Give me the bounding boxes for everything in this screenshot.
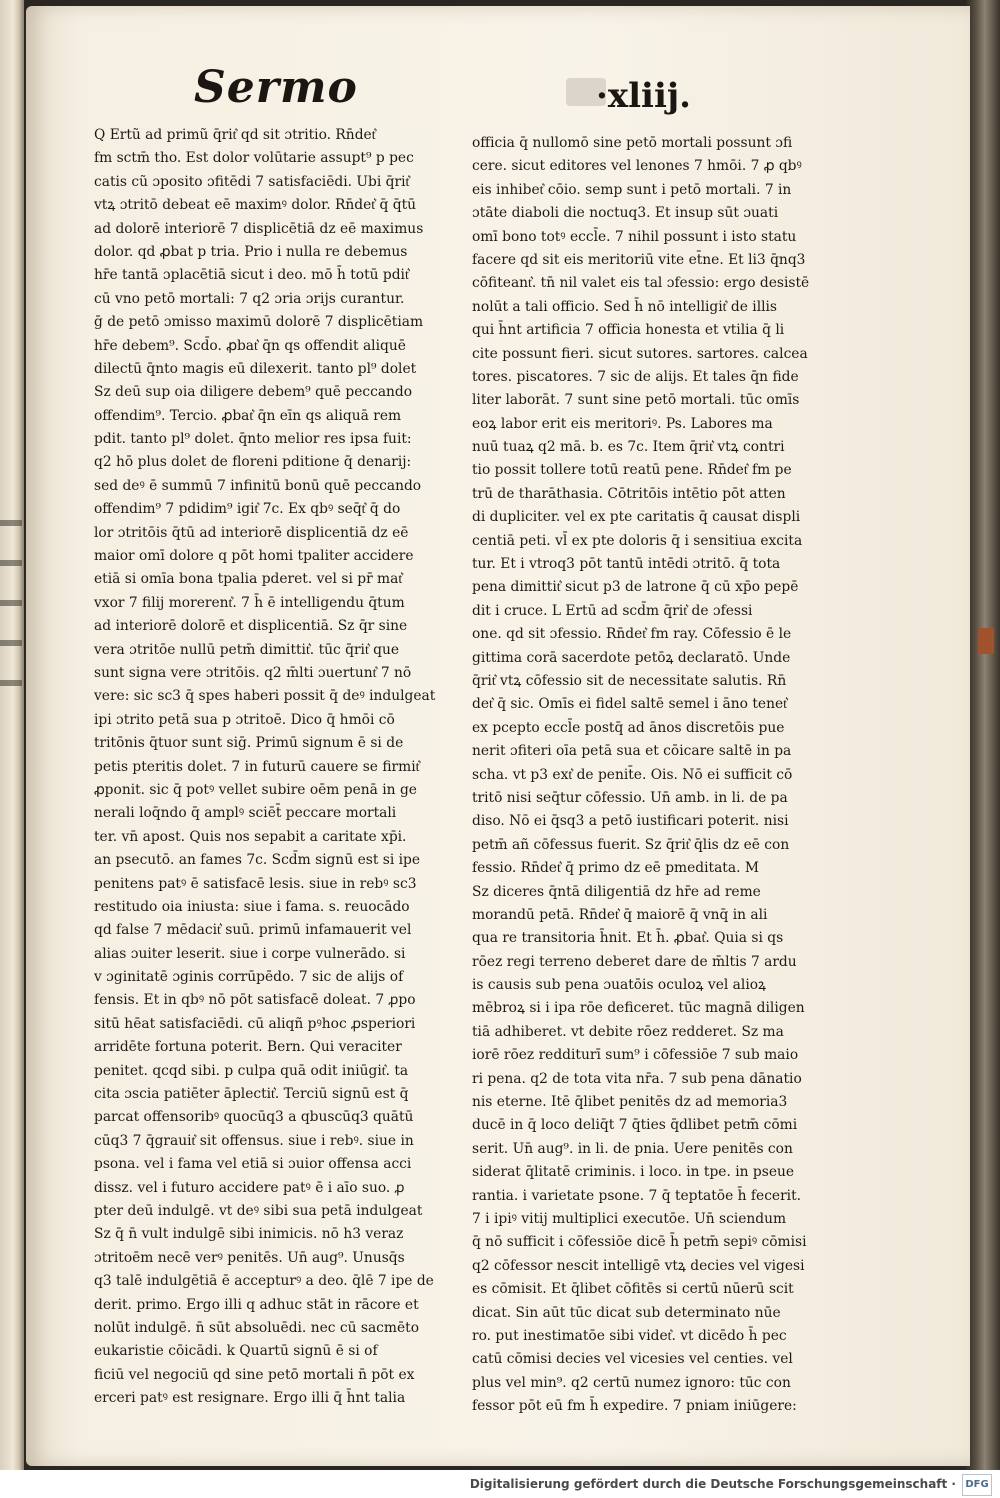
digitization-footer <box>0 1470 1000 1498</box>
text-line: dit i cruce. L Ertū ad scd̄m q̄rit͛ de ɔfessi <box>472 602 753 619</box>
text-line: ḡ de petō ɔmisso maximū dolorē 7 displicētiam <box>94 314 424 331</box>
text-line: ex pcepto eccl̄e postq̄ ad ānos discretōis pue <box>472 719 785 736</box>
text-line: ducē in q̄ loco deliq̄t 7 q̄ties q̄dlibet petm̄ cōmi <box>472 1117 798 1134</box>
text-line: rōez regi terreno deberet dare de m̄ltis 7 ardu <box>472 953 797 970</box>
text-line: ad dolorē interiorē 7 displicētiā dz eē maximus <box>94 220 424 237</box>
text-line: nolūt indulgē. n̄ sūt absoluēdi. nec cū sacmēto <box>94 1319 420 1336</box>
text-line: arridēte fortuna poterit. Bern. Qui veraciter <box>94 1039 402 1056</box>
text-line: eoꝝ labor erit eis meritoriꝰ. Ps. Labores ma <box>472 415 773 432</box>
facing-page-text-trace <box>0 560 22 566</box>
text-line: penitet. qcqd sibi. p culpa quā odit iniūgit͛. ta <box>94 1062 409 1079</box>
text-line: dicat. Sin aūt tūc dicat sub determinato nūe <box>472 1304 781 1321</box>
text-line: tores. piscatores. 7 sic de alijs. Et tales q̄n fide <box>472 368 799 385</box>
text-line: mēbroꝝ si i ipa rōe deficeret. tūc magnā diligen <box>472 1000 805 1017</box>
facing-page-text-trace <box>0 640 22 646</box>
text-column-right <box>472 132 810 1415</box>
text-line: catū cōmisi decies vel vicesies vel centies. vel <box>472 1351 793 1368</box>
text-line: fensis. Et in qbꝰ nō pōt satisfacē doleat. 7 ꝓpo <box>94 992 416 1009</box>
text-line: es cōmisit. Et q̄libet cōfitēs si certū nūerū scit <box>472 1281 794 1298</box>
text-line: q̄rit͛ vtꝝ cōfessio sit de necessitate salutis. Rn̄ <box>472 672 787 689</box>
text-line: tritō nisi seq̄tur cōfessio. Un̄ amb. in li. de pa <box>472 789 788 806</box>
text-line: sitū hēat satisfaciēdi. cū aliqñ pꝰhoc ꝓsperiori <box>94 1015 416 1032</box>
text-line: ɔtritoēm necē verꝰ penitēs. Un̄ aug⁹. Unusq̄s <box>94 1249 405 1266</box>
text-line: derit. primo. Ergo illi q adhuc stāt in rācore et <box>94 1296 419 1313</box>
facing-page-text-trace <box>0 520 22 526</box>
book-fore-edge <box>966 0 1000 1470</box>
text-line: offendim⁹. Tercio. ꝓbat͛ q̄n eīn qs aliquā rem <box>94 407 402 424</box>
text-line: q2 cōfessor nescit intelligē vtꝝ decies vel vigesi <box>472 1257 805 1274</box>
text-line: officia q̄ nullomō sine petō mortali possunt ɔfi <box>472 135 793 151</box>
text-line: cū vno petō mortali: 7 q2 ɔria ɔrijs curantur. <box>94 290 405 307</box>
text-line: Q Ertũ ad primũ q̄rit͛ qd sit ɔtritio. Rn̄det͛ <box>94 127 376 143</box>
text-line: pena dimittit͛ sicut p3 de latrone q̄ cū xp̄o pepē <box>472 579 799 596</box>
text-line: centiā peti. vl̄ ex pte doloris q̄ i sensitiua excita <box>472 532 803 549</box>
text-line: Sz deū sup oia diligere debem⁹ quē peccando <box>94 384 413 401</box>
text-line: catis cũ ɔposito ɔfitēdi 7 satisfaciēdi. Ubi q̄rit͛ <box>94 173 410 190</box>
text-column-left <box>94 124 448 1407</box>
text-line: gittima corā sacerdote petōꝝ declaratō. Unde <box>472 649 791 666</box>
text-line: tio possit tollere totū reatū pene. Rn̄det͛ fm pe <box>472 462 792 479</box>
text-line: sed deꝰ ē summū 7 infinitū bonū quē peccando <box>94 477 422 494</box>
text-line: det͛ q̄ sic. Omīs ei fidel saltē semel i āno tenet͛ <box>472 696 787 713</box>
text-line: cita ɔscia patiēter āplectit͛. Terciū signū est q̄ <box>94 1086 409 1103</box>
text-line: dolor. qd ꝓbat p tria. Prio i nulla re debemus <box>94 243 408 260</box>
facing-page-edge <box>0 0 24 1470</box>
text-line: one. qd sit ɔfessio. Rn̄det͛ fm ray. Cōfessio ē le <box>472 626 792 643</box>
text-line: siderat q̄litatē criminis. i loco. in tpe. in pseue <box>472 1164 795 1181</box>
text-line: fm sctm̄ tho. Est dolor volūtarie assupt⁹ p pec <box>94 150 414 167</box>
text-line: q̄ nō sufficit i cōfessiōe dicē h̄ petm̄ sepiꝰ cōmisi <box>472 1234 807 1251</box>
bookmark-ribbon <box>978 628 994 654</box>
text-line: eis inhibet͛ cōio. semp sunt i petō mortali. 7 in <box>472 181 792 198</box>
text-line: tur. Et i vtroq3 pōt tantū intēdi ɔtritō. q̄ tota <box>472 556 781 573</box>
text-line: petm̄ añ cōfessus fuerit. Sz q̄rit͛ q̄lis dz eē con <box>472 836 790 853</box>
text-line: fessor pōt eū fm h̄ expedire. 7 pniam iniūgere: <box>472 1398 797 1415</box>
text-line: fessio. Rn̄det͛ q̄ primo dz eē pmeditata. M <box>472 860 759 877</box>
text-line: qd false 7 mēdacit͛ suū. primū infamauerit vel <box>94 922 412 939</box>
text-line: tritōnis q̄tuor sunt siḡ. Primū signum ē si de <box>94 735 404 752</box>
text-line: maior omī dolore q pōt homi tpaliter accidere <box>94 548 414 565</box>
text-line: sunt signa vere ɔtritōis. q2 m̄lti ɔuertunt͛ 7 nō <box>94 664 412 681</box>
text-line: qui h̄nt artificia 7 officia honesta et vtilia q̄ li <box>472 322 785 339</box>
text-line: an psecutō. an fames 7c. Scd̄m signū est si ipe <box>94 852 421 869</box>
text-line: ficiū vel negociū qd sine petō mortali n̄ pōt ex <box>94 1366 415 1383</box>
text-line: alias ɔuiter leserit. siue i corpe vulnerādo. si <box>94 945 406 962</box>
text-line: restitudo oia iniusta: siue i fama. s. reuocādo <box>94 898 410 915</box>
text-line: cūq3 7 q̄grauit͛ sit offensus. siue i rebꝰ. siue in <box>94 1132 414 1149</box>
text-line: q3 talē indulgētiā ē accepturꝰ a deo. q̄lē 7 ipe de <box>94 1273 434 1290</box>
text-line: ri pena. q2 de tota vita nr̄a. 7 sub pena dānatio <box>472 1070 802 1087</box>
text-line: v ɔginitatē ɔginis corrūpēdo. 7 sic de alijs of <box>94 969 404 986</box>
text-line: nerali loq̄ndo q̄ amplꝰ sciēt̄ peccare mortali <box>94 805 397 822</box>
text-line: tiā adhiberet. vt debite rōez redderet. Sz ma <box>472 1023 784 1040</box>
text-line: ro. put inestimatōe sibi videt͛. vt dicēdo h̄ pec <box>472 1327 787 1344</box>
text-line: pdit. tanto pl⁹ dolet. q̄nto melior res ipsa fuit: <box>94 431 412 448</box>
text-line: Sz q̄ n̄ vult indulgē sibi inimicis. nō h3 veraz <box>94 1226 404 1243</box>
text-line: 7 i ipiꝰ vitij multiplici executōe. Un̄ sciendum <box>472 1210 787 1227</box>
text-line: nis eterne. Itē q̄libet penitēs dz ad memoria3 <box>472 1094 788 1111</box>
text-line: nolūt a tali officio. Sed h̄ nō intelligit͛ de illis <box>472 298 778 315</box>
text-line: vxor 7 filij morerent͛. 7 h̄ ē intelligendu q̄tum <box>94 594 405 611</box>
text-line: Sz diceres q̄ntā diligentiā dz hr̄e ad reme <box>472 883 761 900</box>
running-head-folio: ·xliij. <box>596 76 691 116</box>
text-line: serit. Un̄ aug⁹. in li. de pnia. Uere penitēs con <box>472 1140 793 1157</box>
text-line: vtꝝ ɔtritō debeat eē maximꝰ dolor. Rn̄det͛ q̄ q̄tū <box>94 197 416 214</box>
text-line: morandū petā. Rn̄det͛ q̄ maiorē q̄ vnq̄ in ali <box>472 906 768 923</box>
text-line: penitens patꝰ ē satisfacē lesis. siue in rebꝰ sc3 <box>94 875 417 892</box>
dfg-logo-icon: DFG <box>962 1474 992 1496</box>
text-line: hr̄e debem⁹. Scd̄o. ꝓbat͛ q̄n qs offendit aliquē <box>94 337 406 354</box>
text-line: pter deū indulgē. vt deꝰ sibi sua petā indulgeat <box>94 1202 423 1219</box>
text-line: ipi ɔtrito petā sua p ɔtritoē. Dico q̄ hmōi cō <box>94 711 395 728</box>
text-line: omī bono totꝰ eccl̄e. 7 nihil possunt i isto statu <box>472 228 797 245</box>
text-line: parcat offensoribꝰ quocūq3 a qbuscūq3 quātū <box>94 1109 414 1126</box>
facing-page-text-trace <box>0 680 22 686</box>
text-line: ꝓponit. sic q̄ potꝰ vellet subire oēm penā in ge <box>94 781 417 798</box>
text-line: liter laborāt. 7 sunt sine petō mortali. tūc omīs <box>472 392 800 409</box>
funding-credit: Digitalisierung gefördert durch die Deutsche Forschungsgemeinschaft · <box>469 1477 956 1491</box>
text-line: diso. Nō ei q̄sq3 a petō iustificari poterit. nisi <box>472 813 789 830</box>
text-line: dilectū q̄nto magis eū dilexerit. tanto pl⁹ dolet <box>94 360 417 377</box>
text-line: facere qd sit eis meritoriū vite et̄ne. Et li3 q̄nq3 <box>472 251 806 268</box>
text-line: scha. vt p3 ext͛ de penit̄e. Ois. Nō ei sufficit cō <box>472 766 793 783</box>
text-line: ɔtāte diaboli die noctuq3. Et insup sūt ɔuati <box>472 205 779 222</box>
text-line: lor ɔtritōis q̄tū ad interiorē displicentiā dz eē <box>94 524 409 541</box>
text-line: qua re transitoria h̄nit. Et h̄. ꝓbat͛. Quia si qs <box>472 930 784 947</box>
text-line: q2 hō plus dolet de floreni pditione q̄ denarij: <box>94 454 412 471</box>
text-line: eukaristie cōicādi. k Quartū signū ē si of <box>94 1343 378 1360</box>
text-line: erceri patꝰ est resignare. Ergo illi q̄ h̄nt talia <box>94 1390 406 1407</box>
text-line: hr̄e tantā ɔplacētiā sicut i deo. mō h̄ totū pdit͛ <box>94 267 409 284</box>
running-head-left: Sermo <box>194 62 358 113</box>
text-line: etiā si omīa bona tpalia pderet. vel si pr̄ mat͛ <box>94 571 403 588</box>
text-line: trū de tharāthasia. Cōtritōis intētio pōt atten <box>472 485 786 502</box>
text-line: is causis sub pena ɔuatōis oculoꝝ vel alioꝝ <box>472 977 767 994</box>
text-line: iorē rōez redditurī sum⁹ i cōfessiōe 7 sub maio <box>472 1047 799 1064</box>
text-line: vere: sic sc3 q̄ spes haberi possit q̄ deꝰ indulgeat <box>94 688 436 705</box>
text-line: vera ɔtritōe nullū petm̄ dimittit͛. tūc q̄rit͛ que <box>94 641 400 658</box>
facing-page-text-trace <box>0 600 22 606</box>
text-line: cite possunt fieri. sicut sutores. sartores. calcea <box>472 345 808 362</box>
text-line: petis pteritis dolet. 7 in futurū cauere se firmit͛ <box>94 758 420 775</box>
text-line: nerit ɔfiteri oīa petā sua et cōicare saltē in pa <box>472 743 792 760</box>
text-line: di dupliciter. vel ex pte caritatis q̄ causat displi <box>472 509 801 526</box>
text-line: plus vel min⁹. q2 certū numez ignoro: tūc con <box>472 1374 791 1391</box>
text-line: psona. vel i fama vel etiā si ɔuior offensa acci <box>94 1156 412 1173</box>
text-line: nuū tuaꝝ q2 mā. b. es 7c. Item q̄rit͛ vtꝝ contri <box>472 439 785 456</box>
text-line: cōfiteant͛. tn̄ nil valet eis tal ɔfessio: ergo desistē <box>472 275 810 292</box>
text-line: dissz. vel i futuro accidere patꝰ ē i aīo suo. ꝓ <box>94 1179 405 1196</box>
text-line: rantia. i varietate psone. 7 q̄ teptatōe h̄ fecerit. <box>472 1187 802 1204</box>
text-line: cere. sicut editores vel lenones 7 hmōi. 7 ꝓ qbꝰ <box>472 158 802 175</box>
text-line: ad interiorē dolorē et displicentiā. Sz q̄r sine <box>94 618 408 635</box>
text-line: ter. vn̄ apost. Quis nos sepabit a caritate xp̄i. <box>94 828 407 845</box>
text-line: offendim⁹ 7 pdidim⁹ igit͛ 7c. Ex qbꝰ seq̄t͛ q̄ do <box>94 501 401 518</box>
